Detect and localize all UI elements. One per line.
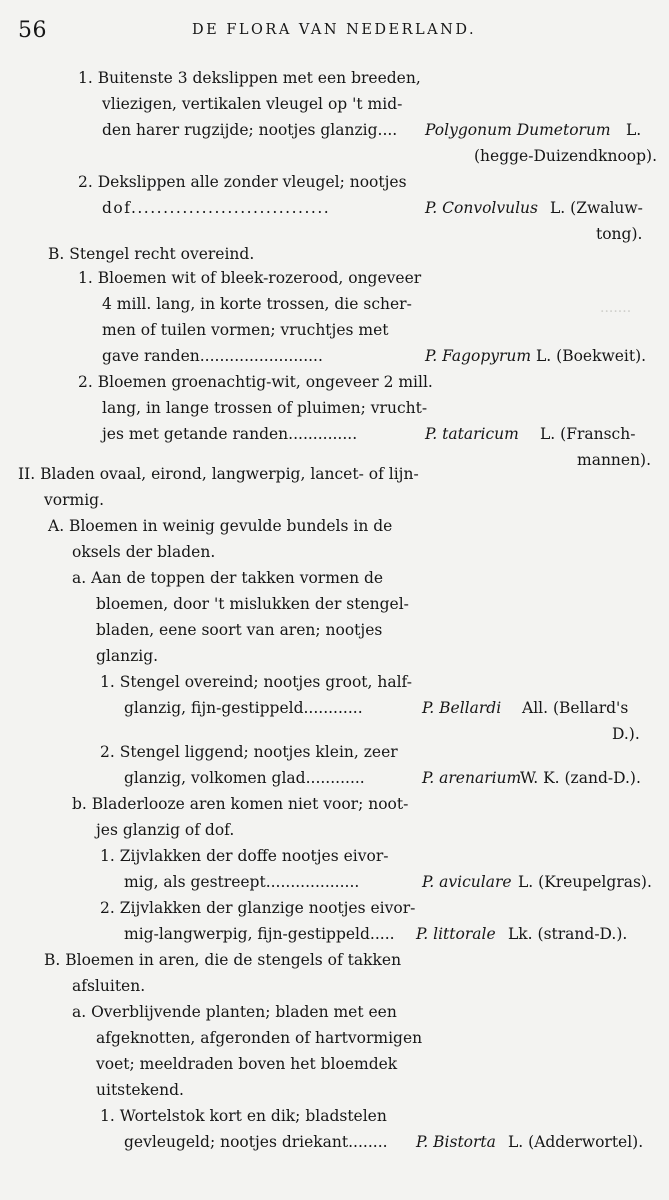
authority: L. (Adderwortel). <box>508 1133 644 1151</box>
key-line: jes met getande randen.............. <box>102 425 358 443</box>
authority: All. (Bellard's <box>522 699 629 717</box>
key-line: a. Aan de toppen der takken vormen de <box>72 569 384 587</box>
key-heading: B. Bloemen in aren, die de stengels of takken <box>44 951 402 969</box>
key-text: den harer rugzijde; nootjes glanzig.... <box>102 121 398 139</box>
common-name: mannen). <box>577 451 652 469</box>
key-line: bloemen, door 't mislukken der stengel- <box>96 595 409 613</box>
key-line: 1. Buitenste 3 dekslippen met een breeden, <box>78 69 421 87</box>
common-name: D.). <box>612 725 640 743</box>
key-line: bladen, eene soort van aren; nootjes <box>96 621 383 639</box>
species-name: P. Bellardi <box>422 699 502 717</box>
key-line: uitstekend. <box>96 1081 184 1099</box>
common-name: (hegge-Duizendknoop). <box>474 147 658 165</box>
key-line <box>102 120 397 140</box>
key-line: voet; meeldraden boven het bloemdek <box>96 1055 398 1073</box>
key-heading: B. Stengel recht overeind. <box>48 245 255 263</box>
key-line: glanzig, volkomen glad............ <box>124 769 365 787</box>
authority: L. (Fransch- <box>540 425 636 443</box>
key-line: mig-langwerpig, fijn-gestippeld..... <box>124 925 395 943</box>
key-line: a. Overblijvende planten; bladen met een <box>72 1003 397 1021</box>
key-line: b. Bladerlooze aren komen niet voor; noot- <box>72 795 409 813</box>
species-name: P. arenarium <box>422 769 522 787</box>
key-line: gevleugeld; nootjes driekant........ <box>124 1133 388 1151</box>
key-line: glanzig, fijn-gestippeld............ <box>124 699 363 717</box>
key-heading: II. Bladen ovaal, eirond, langwerpig, lancet- of lijn- <box>18 465 419 483</box>
key-line: 2. Stengel liggend; nootjes klein, zeer <box>100 743 398 761</box>
key-line: men of tuilen vormen; vruchtjes met <box>102 321 389 339</box>
key-line: vormig. <box>44 491 105 509</box>
show-through: ....... <box>600 300 632 316</box>
key-line: afsluiten. <box>72 977 146 995</box>
key-line: jes glanzig of dof. <box>96 821 235 839</box>
authority: L. (Kreupelgras). <box>518 873 652 891</box>
species-name: P. tataricum <box>425 425 519 443</box>
key-line: glanzig. <box>96 647 159 665</box>
authority: L. (Boekweit). <box>536 347 647 365</box>
key-line: lang, in lange trossen of pluimen; vrucht- <box>102 399 428 417</box>
key-line: 2. Bloemen groenachtig-wit, ongeveer 2 mill. <box>78 373 433 391</box>
running-title: DE FLORA VAN NEDERLAND. <box>192 22 477 38</box>
key-line: mig, als gestreept................... <box>124 873 360 891</box>
common-name: tong). <box>596 225 643 243</box>
key-line: dof............................... <box>102 199 331 217</box>
key-line: 4 mill. lang, in korte trossen, die scher- <box>102 295 412 313</box>
page-number: 56 <box>18 18 47 43</box>
species-name: P. littorale <box>416 925 496 943</box>
authority: W. K. (zand-D.). <box>520 769 641 787</box>
species-name: P. Convolvulus <box>425 199 538 217</box>
key-line: 2. Dekslippen alle zonder vleugel; nootjes <box>78 173 407 191</box>
authority: L. (Zwaluw- <box>550 199 643 217</box>
key-line: 1. Wortelstok kort en dik; bladstelen <box>100 1107 387 1125</box>
authority: Lk. (strand-D.). <box>508 925 628 943</box>
key-line: afgeknotten, afgeronden of hartvormigen <box>96 1029 423 1047</box>
key-line: gave randen......................... <box>102 347 323 365</box>
key-heading: A. Bloemen in weinig gevulde bundels in de <box>48 517 393 535</box>
key-line: 1. Zijvlakken der doffe nootjes eivor- <box>100 847 389 865</box>
species-name: P. Fagopyrum <box>425 347 532 365</box>
authority: L. <box>626 121 642 139</box>
species-name: P. Bistorta <box>416 1133 496 1151</box>
key-line: 1. Stengel overeind; nootjes groot, half- <box>100 673 412 691</box>
key-line: 1. Bloemen wit of bleek-rozerood, ongeveer <box>78 269 422 287</box>
key-line: oksels der bladen. <box>72 543 216 561</box>
species-name: P. aviculare <box>422 873 512 891</box>
key-line: vliezigen, vertikalen vleugel op 't mid- <box>102 95 403 113</box>
key-line: 2. Zijvlakken der glanzige nootjes eivor- <box>100 899 416 917</box>
species-name: Polygonum Dumetorum <box>425 121 611 139</box>
